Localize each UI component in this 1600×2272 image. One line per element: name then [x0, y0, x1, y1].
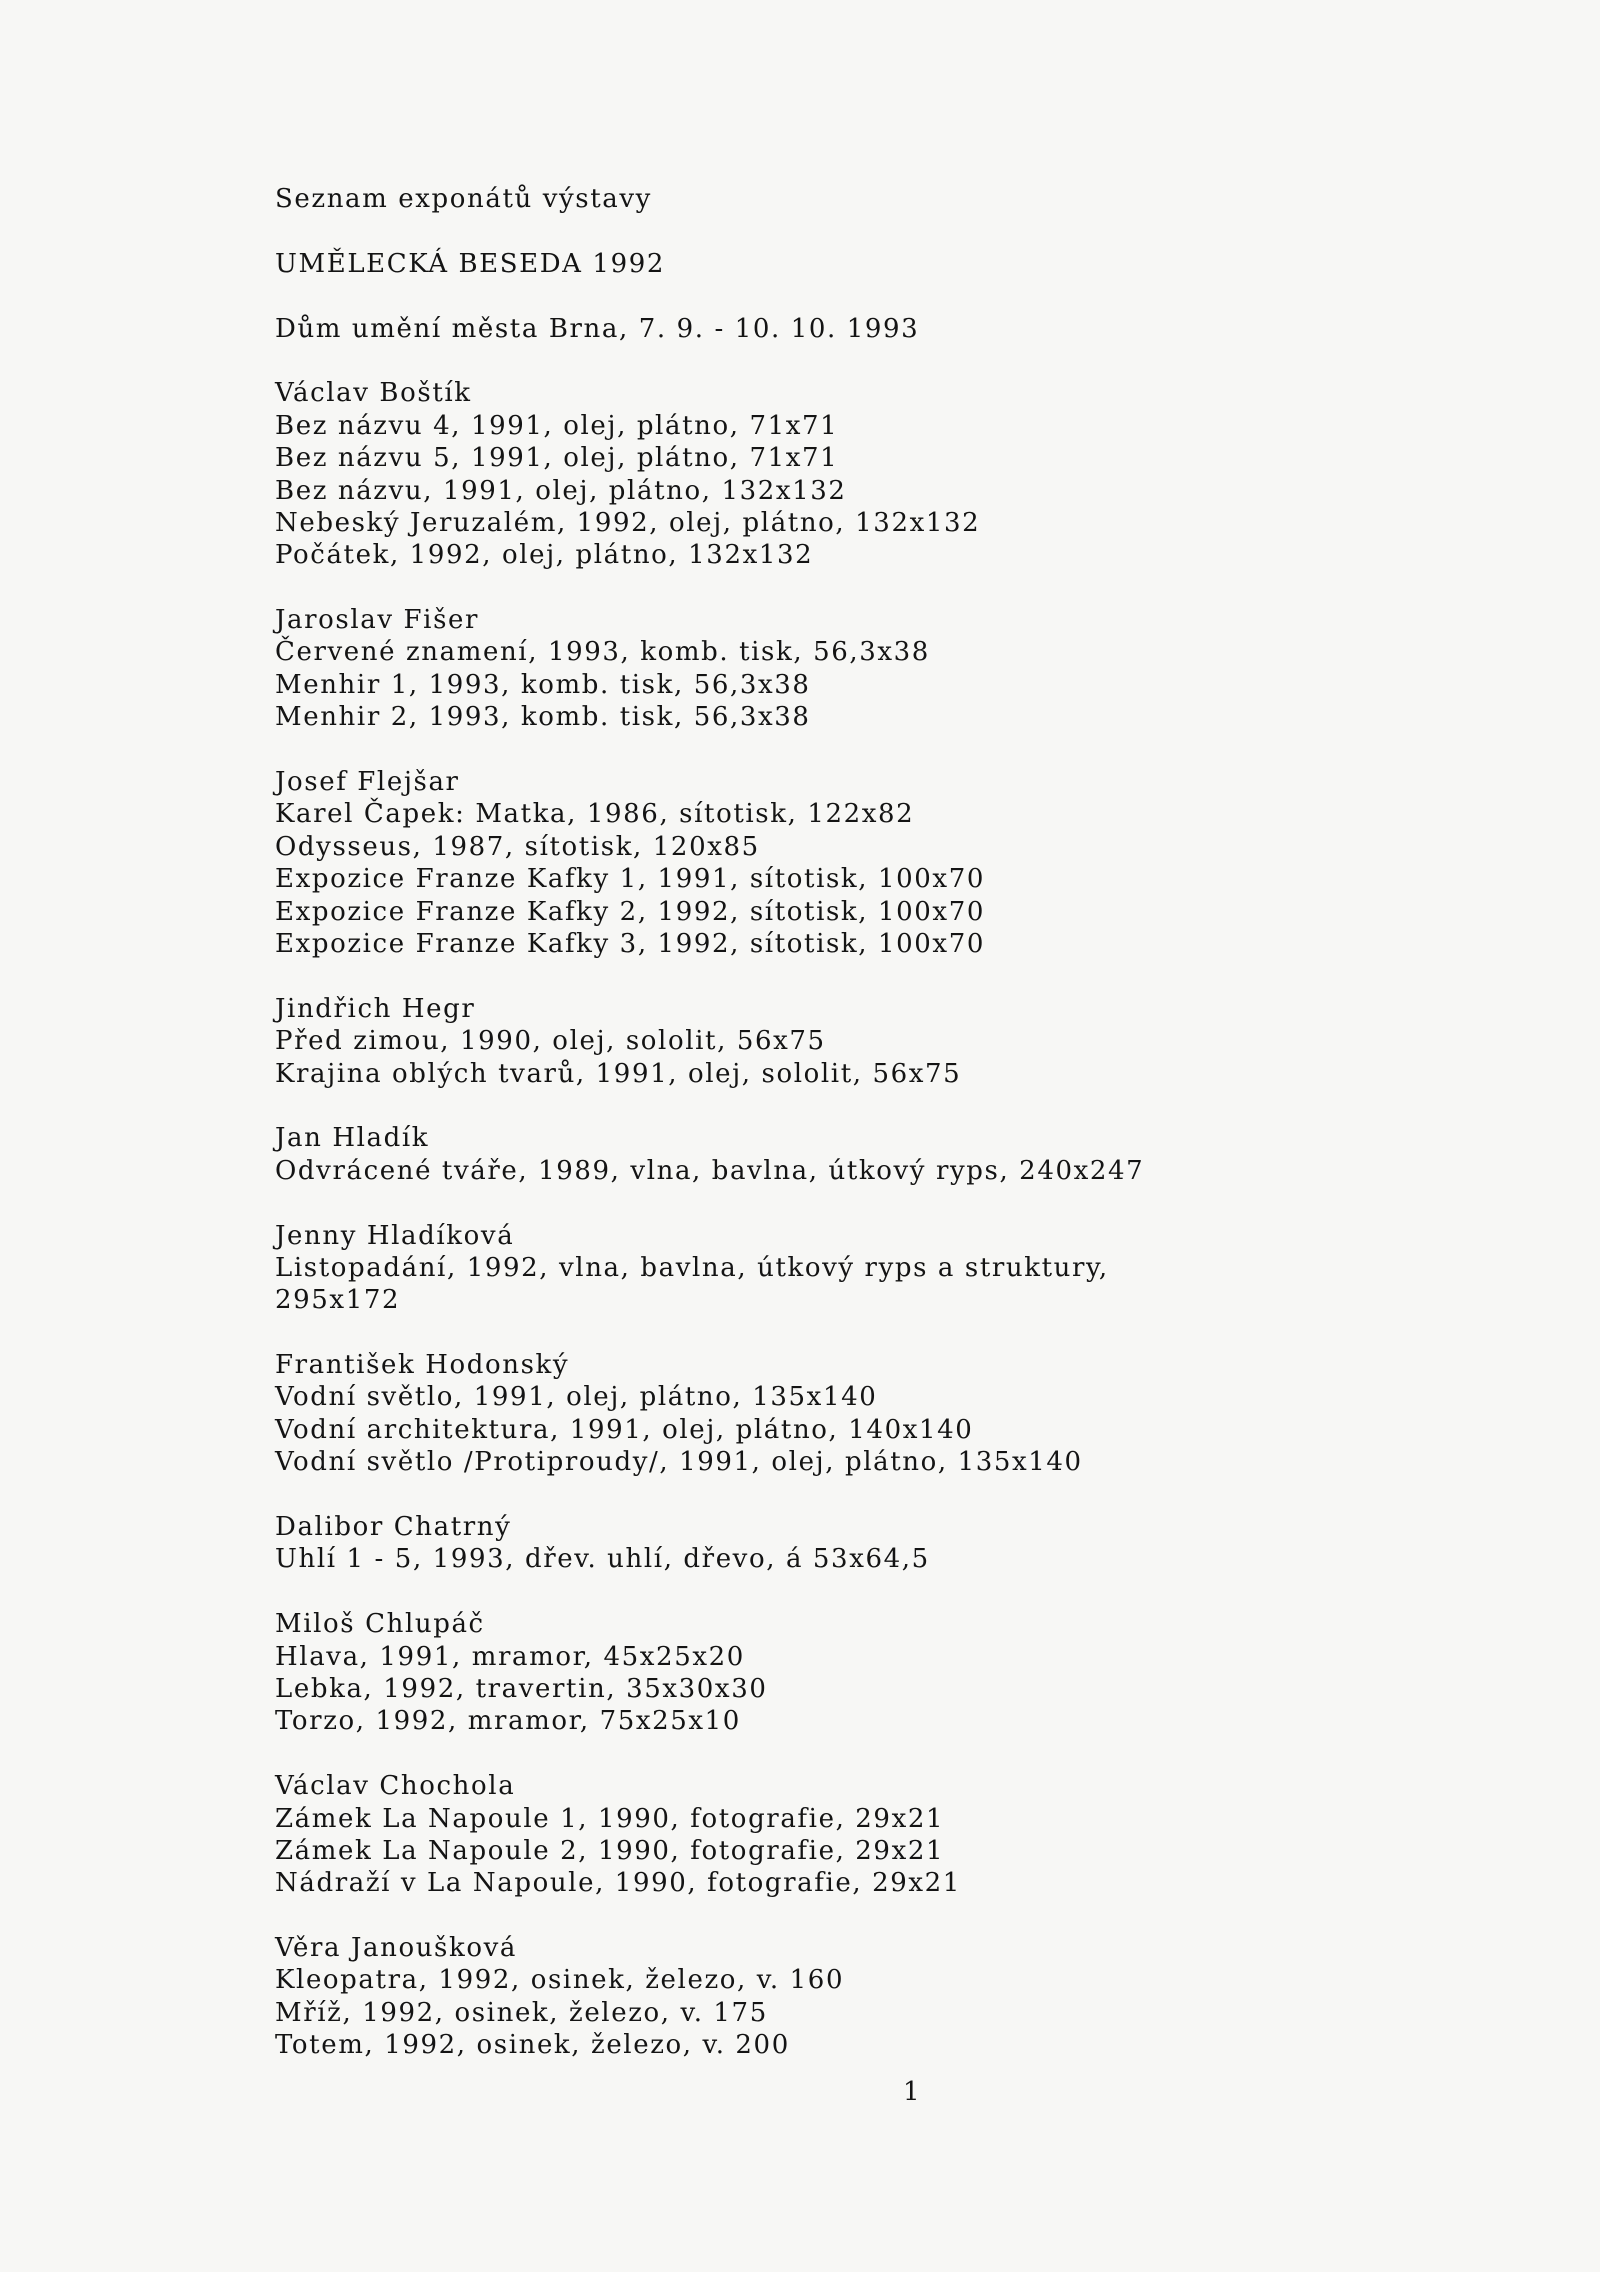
artwork-item: Uhlí 1 - 5, 1993, dřev. uhlí, dřevo, á 53x64,5 — [275, 1544, 930, 1575]
artwork-item: Odysseus, 1987, sítotisk, 120x85 — [275, 831, 760, 862]
artwork-item: Totem, 1992, osinek, železo, v. 200 — [275, 2030, 790, 2061]
artwork-item: Expozice Franze Kafky 2, 1992, sítotisk, 100x70 — [275, 896, 985, 927]
artist-section — [275, 1220, 1144, 1350]
exhibit-list — [275, 183, 1144, 2062]
artwork-item: Mříž, 1992, osinek, železo, v. 175 — [275, 1997, 768, 2028]
artist-section — [275, 1608, 1144, 1770]
artwork-item: Lebka, 1992, travertin, 35x30x30 — [275, 1673, 768, 1704]
artwork-item: Počátek, 1992, olej, plátno, 132x132 — [275, 540, 814, 571]
artist-section — [275, 1932, 1144, 2062]
artwork-item: 295x172 — [275, 1285, 401, 1316]
artist-name: Dalibor Chatrný — [275, 1512, 512, 1543]
artwork-item: Bez názvu 4, 1991, olej, plátno, 71x71 — [275, 410, 839, 441]
artist-name: Václav Boštík — [275, 378, 472, 409]
document-title: Seznam exponátů výstavy — [275, 184, 652, 214]
artist-section — [275, 1511, 1144, 1608]
artwork-item: Torzo, 1992, mramor, 75x25x10 — [275, 1706, 741, 1737]
artwork-item: Krajina oblých tvarů, 1991, olej, sololit, 56x75 — [275, 1058, 962, 1089]
artwork-item: Vodní architektura, 1991, olej, plátno, 140x140 — [275, 1414, 974, 1445]
artist-name: Jaroslav Fišer — [275, 605, 480, 636]
artwork-item: Vodní světlo, 1991, olej, plátno, 135x140 — [275, 1382, 878, 1413]
artist-name: Věra Janoušková — [275, 1933, 517, 1964]
artist-name: Josef Flejšar — [275, 767, 460, 798]
artist-section — [275, 604, 1144, 766]
artist-entries — [275, 377, 1144, 2061]
artwork-item: Kleopatra, 1992, osinek, železo, v. 160 — [275, 1965, 845, 1996]
artwork-item: Listopadání, 1992, vlna, bavlna, útkový ryps a struktury, — [275, 1252, 1109, 1283]
exhibition-name: UMĚLECKÁ BESEDA 1992 — [275, 248, 665, 279]
artist-section — [275, 766, 1144, 993]
artwork-item: Hlava, 1991, mramor, 45x25x20 — [275, 1641, 745, 1672]
artist-section — [275, 1349, 1144, 1511]
artist-name: Jenny Hladíková — [275, 1220, 515, 1251]
artwork-item: Nádraží v La Napoule, 1990, fotografie, 29x21 — [275, 1868, 961, 1899]
page-number: 1 — [903, 2077, 920, 2107]
artwork-item: Karel Čapek: Matka, 1986, sítotisk, 122x82 — [275, 799, 915, 830]
artwork-item: Expozice Franze Kafky 3, 1992, sítotisk, 100x70 — [275, 928, 985, 959]
artwork-item: Zámek La Napoule 1, 1990, fotografie, 29x21 — [275, 1803, 945, 1834]
artwork-item: Nebeský Jeruzalém, 1992, olej, plátno, 132x132 — [275, 507, 981, 538]
artwork-item: Vodní světlo /Protiproudy/, 1991, olej, plátno, 135x140 — [275, 1447, 1083, 1478]
venue-and-dates: Dům umění města Brna, 7. 9. - 10. 10. 1993 — [275, 313, 920, 344]
artwork-item: Zámek La Napoule 2, 1990, fotografie, 29x21 — [275, 1835, 945, 1866]
artist-section — [275, 1770, 1144, 1932]
artwork-item: Expozice Franze Kafky 1, 1991, sítotisk, 100x70 — [275, 864, 985, 895]
artwork-item: Červené znamení, 1993, komb. tisk, 56,3x38 — [275, 637, 930, 668]
artist-name: Jindřich Hegr — [275, 993, 476, 1024]
artist-section — [275, 377, 1144, 604]
artist-name: Jan Hladík — [275, 1123, 430, 1154]
artist-name: Miloš Chlupáč — [275, 1609, 485, 1640]
artist-name: František Hodonský — [275, 1350, 570, 1381]
artwork-item: Bez názvu, 1991, olej, plátno, 132x132 — [275, 475, 847, 506]
artwork-item: Odvrácené tváře, 1989, vlna, bavlna, útkový ryps, 240x247 — [275, 1155, 1145, 1186]
artist-name: Václav Chochola — [275, 1771, 516, 1802]
artwork-item: Menhir 1, 1993, komb. tisk, 56,3x38 — [275, 669, 811, 700]
artist-section — [275, 993, 1144, 1123]
artist-section — [275, 1122, 1144, 1219]
artwork-item: Menhir 2, 1993, komb. tisk, 56,3x38 — [275, 702, 811, 733]
artwork-item: Bez názvu 5, 1991, olej, plátno, 71x71 — [275, 443, 839, 474]
artwork-item: Před zimou, 1990, olej, sololit, 56x75 — [275, 1026, 826, 1057]
